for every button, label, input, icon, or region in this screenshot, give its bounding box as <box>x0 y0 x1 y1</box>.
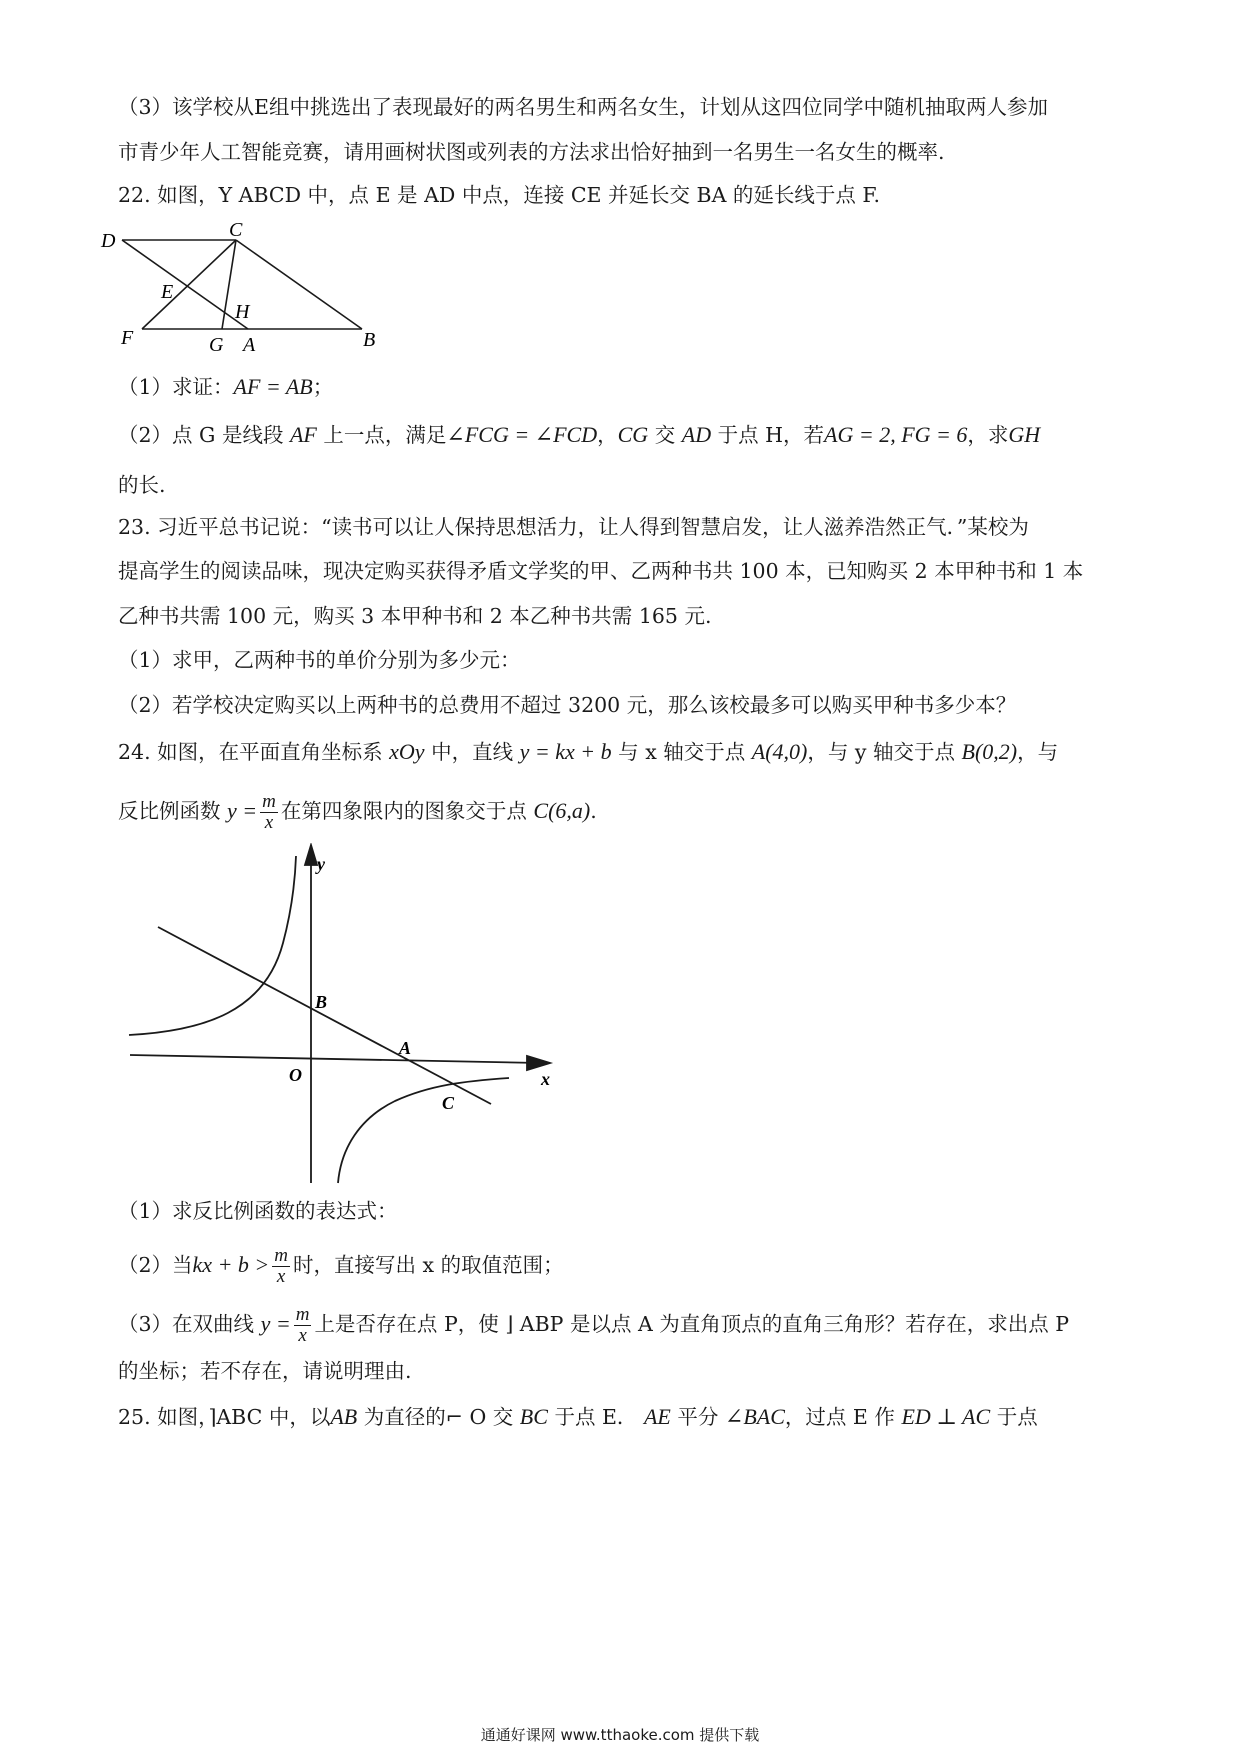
q22-part2-line1 <box>118 420 1040 450</box>
fraction-m-over-x <box>260 792 278 833</box>
point-A-label: A <box>399 1038 412 1058</box>
t: 于点 E． <box>554 1405 638 1429</box>
t: 平分 <box>677 1405 719 1429</box>
m: AB <box>330 1404 358 1429</box>
t: 于点 <box>996 1405 1038 1429</box>
axis-y-label: y <box>317 854 325 874</box>
m: xOy <box>389 739 425 764</box>
label-G: G <box>209 334 224 356</box>
label-B: B <box>363 329 376 351</box>
t: 在第四象限内的图象交于点 <box>280 799 527 823</box>
t: 为直径的⌐ O 交 <box>363 1405 514 1429</box>
q24-part3-line2: 的坐标；若不存在，请说明理由. <box>118 1359 412 1383</box>
fraction-m-over-x <box>294 1305 312 1346</box>
q21-part3-line2: 市青少年人工智能竞赛，请用画树状图或列表的方法求出恰好抽到一名男生一名女生的概率. <box>118 140 945 164</box>
label-F: F <box>121 327 134 349</box>
t: ，与 y 轴交于点 <box>807 740 956 764</box>
t: （3）在双曲线 <box>118 1312 255 1336</box>
t: 反比例函数 <box>118 799 221 823</box>
q24-coordinate-figure <box>125 843 575 1188</box>
q24-line1 <box>118 737 1058 767</box>
m: C(6,a) <box>533 798 591 823</box>
q25-line1 <box>118 1402 1038 1432</box>
m: ∠FCG = ∠FCD <box>446 422 598 447</box>
q22-part1-text: （1）求证： <box>118 375 234 399</box>
t: 中，直线 <box>431 740 514 764</box>
frac-num: m <box>295 1304 310 1325</box>
m: A(4,0) <box>751 739 808 764</box>
t: 于点 H，若 <box>717 423 825 447</box>
t: . <box>590 799 597 823</box>
m: BC <box>519 1404 548 1429</box>
m: B(0,2) <box>961 739 1018 764</box>
t: 上是否存在点 P，使 ⌋ ABP 是以点 A 为直角顶点的直角三角形？若存在，求出点 P <box>314 1312 1070 1336</box>
label-A: A <box>243 334 256 356</box>
frac-den: x <box>264 812 274 833</box>
t: 与 x 轴交于点 <box>618 740 746 764</box>
m: ∠BAC <box>724 1404 785 1429</box>
q24-part1: （1）求反比例函数的表达式： <box>118 1199 398 1223</box>
frac-den: x <box>276 1266 286 1287</box>
m: y = kx + b <box>519 739 612 764</box>
m: y = <box>227 798 258 823</box>
frac-den: x <box>298 1325 307 1346</box>
m: ED ⊥ AC <box>901 1404 991 1429</box>
t: （2）当 <box>118 1253 193 1277</box>
m: kx + b > <box>192 1252 270 1277</box>
q22-part1 <box>118 372 333 402</box>
label-C: C <box>229 219 243 241</box>
q23-part2: （2）若学校决定购买以上两种书的总费用不超过 3200 元，那么该校最多可以购买甲种书多少本？ <box>118 693 1017 717</box>
m: AE <box>643 1404 671 1429</box>
q23-line1: 23. 习近平总书记说：“读书可以让人保持思想活力，让人得到智慧启发，让人滋养浩然正气．”某校为 <box>118 515 1029 539</box>
axis-x-label: x <box>541 1069 550 1089</box>
q21-part3-line1: （3）该学校从E组中挑选出了表现最好的两名男生和两名女生，计划从这四位同学中随机抽取两人参加 <box>118 95 1049 119</box>
t: ，过点 E 作 <box>784 1405 895 1429</box>
t: 25. 如图，⌉ABC 中，以 <box>118 1405 331 1429</box>
t: 时，直接写出 x 的取值范围； <box>293 1253 564 1277</box>
t: （2）点 G 是线段 <box>118 423 284 447</box>
t: ，与 <box>1017 740 1059 764</box>
q24-part2 <box>118 1246 564 1287</box>
origin-label: O <box>289 1065 302 1085</box>
t: ， <box>597 423 618 447</box>
page-footer: 通通好课网 www.tthaoke.com 提供下载 <box>480 1726 760 1744</box>
m: y = <box>260 1311 291 1336</box>
fraction-m-over-x <box>272 1246 290 1287</box>
q24-line2 <box>118 792 597 833</box>
q24-part3-line1 <box>118 1305 1069 1346</box>
m: AD <box>681 422 712 447</box>
q22-part2-line2: 的长. <box>118 473 166 497</box>
point-C-label: C <box>442 1093 455 1113</box>
t: 24. 如图，在平面直角坐标系 <box>118 740 383 764</box>
frac-num: m <box>274 1245 289 1266</box>
m: AG = 2, FG = 6 <box>824 422 968 447</box>
label-E: E <box>161 281 174 303</box>
point-B-label: B <box>315 992 328 1012</box>
q22-stem: 22. 如图，Y ABCD 中，点 E 是 AD 中点，连接 CE 并延长交 BA 的延长线于点 F. <box>118 183 880 207</box>
q23-line2: 提高学生的阅读品味，现决定购买获得矛盾文学奖的甲、乙两种书共 100 本，已知购买 2 本甲种书和 1 本 <box>118 559 1084 583</box>
q22-parallelogram-figure <box>95 218 395 360</box>
label-D: D <box>101 230 116 252</box>
label-H: H <box>235 301 250 323</box>
q23-line3: 乙种书共需 100 元，购买 3 本甲种书和 2 本乙种书共需 165 元. <box>118 604 712 628</box>
m: GH <box>1008 422 1041 447</box>
q22-part1-math: AF = AB <box>233 374 313 399</box>
q23-part1: （1）求甲，乙两种书的单价分别为多少元： <box>118 648 521 672</box>
m: AF <box>289 422 317 447</box>
q22-part1-end: ； <box>312 375 334 399</box>
m: CG <box>617 422 649 447</box>
frac-num: m <box>262 791 276 812</box>
t: ，求 <box>967 423 1009 447</box>
t: 交 <box>654 423 676 447</box>
t: 上一点，满足 <box>323 423 447 447</box>
